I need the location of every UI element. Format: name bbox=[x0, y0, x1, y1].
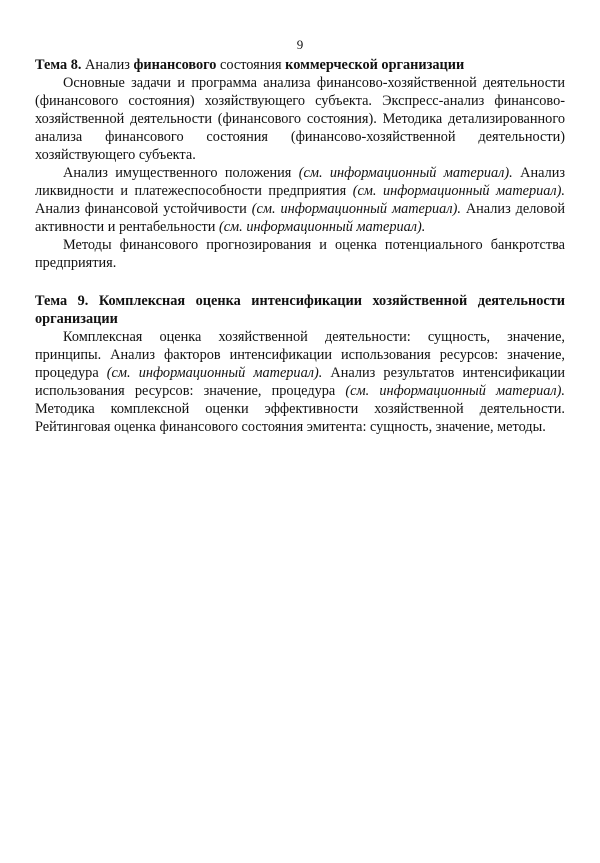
reference-note: (см. информационный материал). bbox=[345, 383, 565, 399]
section-spacer bbox=[35, 272, 565, 292]
topic-8-section bbox=[35, 56, 565, 272]
topic-9-heading bbox=[35, 292, 565, 328]
reference-note: (см. информационный материал). bbox=[251, 201, 461, 217]
paragraph-text: Комплексная оценка хозяйственной деятельности: сущность, значение, принципы. Анализ факторов интенсификации использования ресурсов: значение, процедура bbox=[35, 329, 565, 381]
topic-8-paragraph-2 bbox=[35, 164, 565, 236]
topic-8-paragraph-3: Методы финансового прогнозирования и оценка потенциального банкротства предприятия. bbox=[35, 237, 565, 271]
page-content bbox=[35, 56, 565, 436]
heading-text: Анализ bbox=[81, 57, 134, 73]
paragraph-text: Методика комплексной оценки эффективности хозяйственной деятельности. Рейтинговая оценка финансового состояния эмитента: сущность, значение, методы. bbox=[35, 401, 565, 435]
reference-note: (см. информационный материал). bbox=[298, 165, 513, 181]
page-number: 9 bbox=[296, 37, 304, 52]
topic-8-paragraph-1: Основные задачи и программа анализа финансово-хозяйственной деятельности (финансового состояния) хозяйствующего субъекта. Экспресс-анализ финансово-хозяйственной деятельности (финансового состояния). Методика детализированного анализа финансового состояния (финансово-хозяйственной деятельности) хозяйствующего субъекта. bbox=[35, 75, 565, 163]
topic-9-section bbox=[35, 292, 565, 436]
reference-note: (см. информационный материал). bbox=[352, 183, 566, 199]
topic-8-label: Тема 8. bbox=[35, 57, 82, 73]
heading-bold-word: финансового bbox=[133, 57, 217, 73]
heading-text: состояния bbox=[216, 57, 286, 73]
reference-note: (см. информационный материал). bbox=[218, 219, 426, 235]
paragraph-text: Анализ результатов интенсификации использования ресурсов: значение, процедура bbox=[35, 365, 566, 399]
paragraph-text: Анализ имущественного положения bbox=[63, 165, 299, 181]
topic-9-heading-text: Тема 9. Комплексная оценка интенсификации хозяйственной деятельности организации bbox=[35, 293, 565, 327]
reference-note: (см. информационный материал). bbox=[106, 365, 323, 381]
heading-bold-phrase: коммерческой организации bbox=[285, 57, 465, 73]
paragraph-text: Анализ финансовой устойчивости bbox=[35, 201, 252, 217]
topic-8-heading bbox=[35, 56, 565, 74]
paragraph-text: Анализ деловой активности и рентабельности bbox=[35, 201, 565, 235]
paragraph-text: Анализ ликвидности и платежеспособности предприятия bbox=[35, 165, 565, 199]
topic-9-paragraph-1 bbox=[35, 328, 565, 436]
